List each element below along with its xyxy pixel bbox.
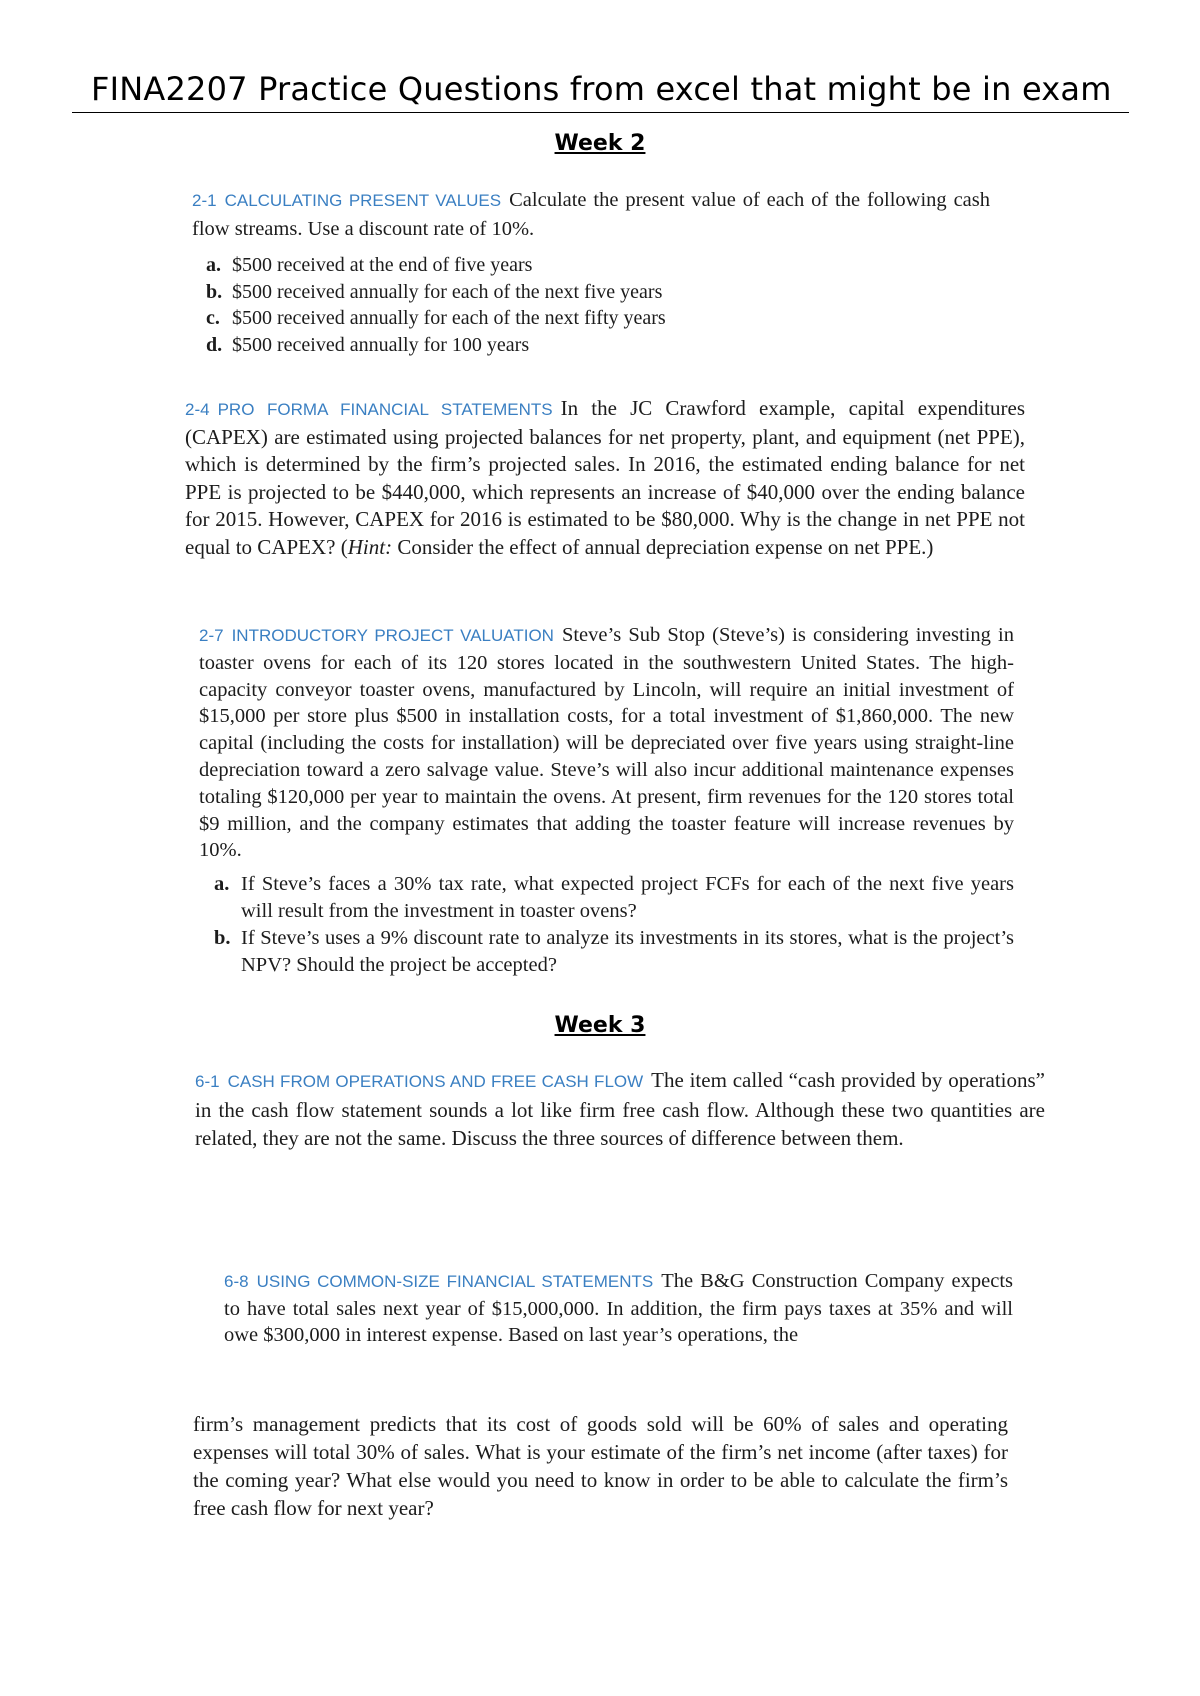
problem-6-1-statement [195,1066,1045,1152]
week-3-heading: Week 3 [554,1013,646,1038]
item-text: $500 received annually for each of the next fifty years [232,307,666,329]
page-title: FINA2207 Practice Questions from excel that might be in exam [91,70,1112,108]
problem-body: The B&G Construction Company expects to have total sales next year of $15,000,000. In addition, the firm pays taxes at 35% and will owe $300,000 in interest expense. Based on last year’s operations, the [224,1270,1013,1346]
title-underline [72,112,1129,113]
problem-2-4 [185,395,1025,561]
problem-2-1-statement [192,186,990,243]
item-label: a. [214,873,230,896]
problem-body: The item called “cash provided by operations” in the cash flow statement sounds a lot like firm free cash flow. Although these two quantities are related, they are not the same. Discuss the three sources of difference between them. [195,1068,1045,1150]
problem-2-7 [199,622,1014,979]
problem-6-1 [195,1066,1045,1152]
item-label: a. [206,254,221,276]
item-text: $500 received annually for 100 years [232,333,530,356]
list-item [206,279,990,306]
week-2-heading: Week 2 [554,131,646,156]
item-label: c. [206,307,220,329]
item-label: d. [206,333,223,356]
problem-number: 2-1 [192,191,217,210]
problem-body: Calculate the present value of each of the following cash flow streams. Use a discount rate of 10%. [192,189,990,240]
problem-heading: PRO FORMA FINANCIAL STATEMENTS [217,400,553,419]
problem-2-7-items [214,871,1014,979]
item-text: If Steve’s faces a 30% tax rate, what expected project FCFs for each of the next five years will result from the investment in toaster ovens? [241,873,1014,923]
problem-6-8 [224,1268,1013,1349]
hint-text: Consider the effect of annual depreciation expense on net PPE.) [392,534,934,559]
list-item [206,305,990,332]
list-item [206,252,990,279]
item-text: If Steve’s uses a 9% discount rate to analyze its investments in its stores, what is the project’s NPV? Should the project be accepted? [241,927,1014,977]
problem-6-8-continued-text: firm’s management predicts that its cost of goods sold will be 60% of sales and operating expenses will total 30% of sales. What is your estimate of the firm’s net income (after taxes) for the coming year? What else would you need to know in order to be able to calculate the firm’s free cash flow for next year? [193,1412,1008,1520]
problem-heading: USING COMMON-SIZE FINANCIAL STATEMENTS [256,1272,654,1291]
problem-body: Steve’s Sub Stop (Steve’s) is considering investing in toaster ovens for each of its 120 stores located in the southwestern United States. The high-capacity conveyor toaster ovens, manufactured by Lincoln, will require an initial investment of $15,000 per store plus $500 in installation costs, for a total investment of $1,860,000. The new capital (including the costs for installation) will be depreciated over five years using straight-line depreciation toward a zero salvage value. Steve’s will also incur additional maintenance expenses totaling $120,000 per year to maintain the ovens. At present, firm revenues for the 120 stores total $9 million, and the company estimates that adding the toaster feature will increase revenues by 10%. [199,624,1014,862]
problem-2-1 [192,186,990,358]
list-item [214,871,1014,925]
problem-body: In the JC Crawford example, capital expenditures (CAPEX) are estimated using projected balances for net property, plant, and equipment (net PPE), which is determined by the firm’s projected sales. In 2016, the estimated ending balance for net PPE is projected to be $440,000, which represents an increase of $40,000 over the ending balance for 2015. However, CAPEX for 2016 is estimated to be $80,000. Why is the change in net PPE not equal to CAPEX? ( [185,396,1025,559]
list-item [214,925,1014,979]
problem-2-1-items [206,252,990,358]
item-label: b. [214,927,231,950]
problem-heading: INTRODUCTORY PROJECT VALUATION [231,626,554,645]
problem-6-8-statement [224,1268,1013,1349]
item-label: b. [206,280,223,303]
problem-number: 2-7 [199,626,224,645]
item-text: $500 received at the end of five years [232,254,533,276]
problem-number: 6-1 [195,1072,220,1091]
problem-heading: CASH FROM OPERATIONS AND FREE CASH FLOW [227,1072,644,1091]
list-item [206,332,990,359]
problem-2-7-statement [199,622,1014,864]
item-text: $500 received annually for each of the next five years [232,280,663,303]
problem-number: 6-8 [224,1272,249,1291]
hint-label: Hint: [347,534,393,559]
problem-6-8-continuation [193,1410,1008,1522]
problem-2-4-statement [185,395,1025,561]
problem-number: 2-4 [185,400,210,419]
problem-heading: CALCULATING PRESENT VALUES [224,191,502,210]
